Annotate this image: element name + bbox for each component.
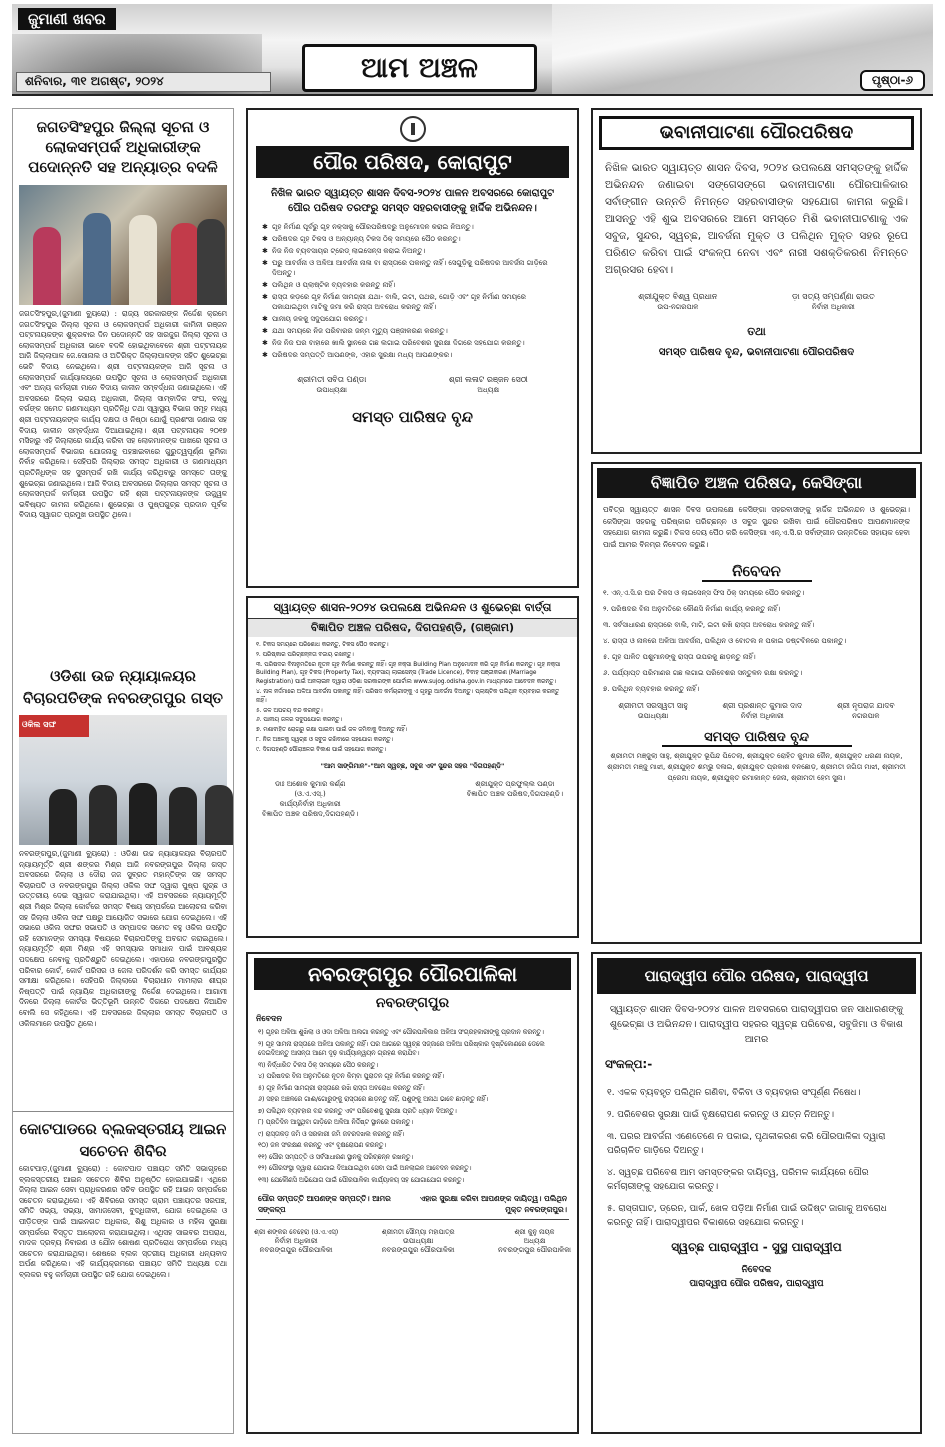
- paradip-nivedaka: ନିବେଦକ: [741, 1265, 772, 1275]
- signatory: [722, 700, 802, 722]
- signatory: [449, 374, 528, 396]
- signatory-name: ଶ୍ରୀମତୀ ସରସ୍ୱତୀ ସାହୁ: [618, 701, 688, 710]
- signatory-org: ନବରଙ୍ଗପୁର ପୌରପାଳିକା: [381, 1246, 455, 1254]
- signatory-role: ନିର୍ବାହୀ ଅଧିକାରୀ: [740, 712, 784, 720]
- bhawanipatna-title: ଭବାନୀପାଟଣା ପୌରପରିଷଦ: [599, 116, 914, 150]
- list-item: ୬. ପାନୀୟ ଜଳର ସଦୁପଯୋଗ କରନ୍ତୁ।: [256, 717, 343, 724]
- list-item: ✱ ଘରୁ ଆବର୍ଜନା ଓ ଅଳିଆ ଆବର୍ଜନା ନାଳା ବା ରାସ୍ତାରେ ପକାନ୍ତୁ ନାହିଁ। ସେଗୁଡ଼ିକୁ ପରିଷଦର ଆବର୍ଜନା ଗାଡ଼ିରେ ଦିଅନ୍ତୁ।: [262, 258, 563, 278]
- list-item: ୧. ଟିକସ ସମୟରେ ପରିଶୋଧ କରନ୍ତୁ, ଟିକସ ପୈଠ କରନ୍ତୁ।: [256, 642, 389, 648]
- signatory-role: ଉପାଧ୍ୟକ୍ଷା: [316, 386, 347, 394]
- photo-person: [169, 787, 197, 845]
- paradip-sankalpa: ସଂକଳ୍ପ:-: [605, 1057, 653, 1071]
- koraput-title: ପୌର ପରିଷଦ, କୋରାପୁଟ: [256, 146, 569, 178]
- koraput-notice-list: [248, 222, 577, 360]
- signatory-name: ଶ୍ରୀମତୀ ସବିତା ପଣ୍ଡା: [297, 375, 367, 384]
- list-item: ୧୧) ପୌର ସମ୍ପତ୍ତି ଓ ସର୍ବସାଧାରଣ ସ୍ଥାନକୁ ପରିଚ୍ଛନ୍ନ ରଖନ୍ତୁ।: [258, 1153, 414, 1161]
- list-item: ୧୩) ଯେକୌଣସି ଅଭିଯୋଗ ପାଇଁ ପୌରପାଳିକା କାର୍ଯ୍ୟାଳୟ ସହ ଯୋଗାଯୋଗ କରନ୍ତୁ।: [258, 1176, 465, 1184]
- story1-photo: [19, 185, 227, 305]
- signatory-role: ଉପାଧ୍ୟକ୍ଷା: [402, 1237, 434, 1245]
- nabarangpur-title: ନବରଙ୍ଗପୁର ପୌରପାଳିକା: [254, 958, 571, 990]
- list-item: ୨. ପରିବେଶର ସୁରକ୍ଷା ପାଇଁ ବୃକ୍ଷରୋପଣ କରନ୍ତୁ ଓ ଯତ୍ନ ନିଅନ୍ତୁ।: [607, 1110, 834, 1120]
- list-item: ୧. ଏନ୍.ଏ.ସି.ର ଘର ଟିକସ ଓ ଲାଇସେନ୍ସ ଫିସ ଠିକ୍ ସମୟରେ ପୈଠ କରନ୍ତୁ।: [603, 589, 805, 597]
- nabarangpur-signatories: [248, 1224, 577, 1259]
- signatory-name: ଶ୍ରୀଯୁକ୍ତ ବିଶ୍ୱ ପ୍ରଧାନ: [638, 292, 718, 301]
- list-item: ୭. ମଶାବାହିତ ରୋଗରୁ ରକ୍ଷା ପାଇବା ପାଇଁ ଜଳ ଜମିବାକୁ ଦିଅନ୍ତୁ ନାହିଁ।: [256, 727, 408, 734]
- photo-person: [197, 219, 225, 305]
- signatory-name: ଡାଃ ଅଶୋକ କୁମାର କର୍ଣ୍ଣ: [274, 779, 346, 788]
- photo-person: [89, 785, 117, 845]
- bhawanipatna-signatories: [593, 291, 920, 313]
- story2-headline: ଓଡିଶା ଉଚ୍ଚ ନ୍ୟାୟାଳୟର ବିଚାରପତିଙ୍କ ନବରଙ୍ଗପୁର ଗସ୍ତ: [23, 667, 223, 707]
- signatory-role: ଅଧ୍ୟକ୍ଷ: [477, 386, 500, 394]
- signatory-role: ଅଧ୍ୟକ୍ଷ: [523, 1237, 546, 1245]
- section-title: ଆମ ଅଞ୍ଚଳ: [302, 44, 537, 92]
- masthead: [12, 4, 933, 96]
- signatory-name: ଶ୍ରୀ ଶଙ୍କର ବେହେରା (ଓ.ଏ.ଏସ୍): [254, 1228, 339, 1236]
- list-item: ୩. ପରିଷଦର ବିନାନୁମତିରେ ନୂତନ ଗୃହ ନିର୍ମାଣ କରନ୍ତୁ ନାହିଁ। ଗୃହ ନକ୍ସା Building Plan ଅନୁମୋଦନ କରି ଗୃହ ନିର୍ମାଣ କରନ୍ତୁ। ଗୃହ ନକ୍ସା Building Plan), ଗୃହ ଟିକସ (Property Tax), ବ୍ୟବସାୟ ଲାଇସେନ୍ସ (Trade Licence), ବିବାହ ପଞ୍ଜୀକରଣ (Marriage Registration) ପାଇଁ ଅନଲାଇନ ଦ୍ୱାରା ଓଡ଼ିଶା ସରକାରଙ୍କ ପୋର୍ଟାଲ www.sujog.odisha.gov.in ମାଧ୍ୟମରେ ଆବେଦନ କରନ୍ତୁ।: [256, 661, 561, 686]
- signatory: [498, 1228, 571, 1255]
- newspaper-name: ଜୁମାଣୀ ଖବର: [18, 8, 116, 30]
- bhawanipatna-tatha: ତଥା: [747, 325, 766, 338]
- story1-headline: ଜଗତସିଂହପୁର ଜିଲ୍ଲା ସୂଚନା ଓ ଲୋକସମ୍ପର୍କ ଅଧିକାରୀଙ୍କ ପଦୋନ୍ନତି ସହ ଅନ୍ୟାତ୍ର ବଦଳି: [28, 118, 218, 176]
- kesinga-council-heading: ସମସ୍ତ ପାରିଷଦ ବୃନ୍ଦ: [662, 730, 852, 747]
- list-item: ✱ ପରିଷଦର ସମ୍ପତ୍ତି ଆପଣଙ୍କ, ଏହାର ସୁରକ୍ଷା ମଧ୍ୟ ଆପଣଙ୍କର।: [262, 350, 563, 360]
- story2-photo: [19, 715, 227, 845]
- signatory-org: ନବରଙ୍ଗପୁର ପୌରପାଳିକା: [259, 1246, 333, 1254]
- photo-person: [83, 213, 111, 305]
- list-item: ୭) ପଲିଥିନ ବ୍ୟବହାର ବନ୍ଦ କରନ୍ତୁ ଏବଂ ପରିବେଶକୁ ସୁରକ୍ଷା ପ୍ରତି ଧ୍ୟାନ ଦିଅନ୍ତୁ।: [258, 1107, 457, 1115]
- kesinga-nivedana: ନିବେଦନ: [702, 562, 812, 582]
- signatory-name: ଶ୍ରୀ ପ୍ରଶାନ୍ତ କୁମାର ଦାଦ: [722, 701, 803, 710]
- paradip-intro: ସ୍ୱାୟତ୍ତ ଶାସନ ଦିବସ-୨୦୨୪ ପାଳନ ଅବସରରେ ପାରାଦ୍ୱୀପର ଜନ ସାଧାରଣଙ୍କୁ ଶୁଭେଚ୍ଛା ଓ ଅଭିନନ୍ଦନ। ପାରାଦ୍ୱୀପ ସହରର ସ୍ୱଚ୍ଛ ପରିବେଶ, ସବୁଜିମା ଓ ବିକାଶ ଆମର: [609, 1004, 904, 1045]
- list-item: ✱ ନିଜ ନିଜ ଘର ବାହାରେ ଖାଲି ସ୍ଥାନରେ ଗଛ ଲଗାଇ ପରିବେଶର ସୁରକ୍ଷା ଦିଗରେ ସହଯୋଗ କରନ୍ତୁ।: [262, 338, 563, 348]
- kesinga-signatories: [593, 700, 920, 722]
- list-item: ୬. ପର୍ଯ୍ୟାପ୍ତ ପରିମାଣର ଗଛ ଲଗାଇ ପରିବେଶର ସନ୍ତୁଳନ ରକ୍ଷା କରନ୍ତୁ।: [603, 669, 803, 677]
- signatory: [792, 291, 875, 313]
- list-item: ୫) ଗୃହ ନିର୍ମାଣ ସାମଗ୍ରୀ ରାସ୍ତାରେ ରଖି ରାସ୍ତା ଅବରୋଧ କରନ୍ତୁ ନାହିଁ।: [258, 1084, 425, 1092]
- koraput-footer: ସମସ୍ତ ପାରିଷଦ ବୃନ୍ଦ: [352, 408, 473, 426]
- signatory: [638, 291, 717, 313]
- nabarangpur-slogans: [248, 1187, 577, 1215]
- signatory: [837, 700, 895, 722]
- digapahandi-advert: [246, 596, 579, 938]
- list-item: ୭. ପଲିଥିନ ବ୍ୟବହାର କରନ୍ତୁ ନାହିଁ।: [603, 685, 700, 693]
- municipal-logo-icon: [400, 116, 426, 142]
- list-item: ୩. ଘରର ଆବର୍ଜନା ଏଣେତେଣେ ନ ପକାଇ, ପୃଥକୀକରଣ କରି ପୌରପାଳିକା ଦ୍ୱାରା ପରିଚାଳିତ ଗାଡ଼ିରେ ଦିଅନ୍ତୁ।: [607, 1132, 886, 1156]
- signatory-name: ଶ୍ରୀ କୁନୁ ନାୟକ: [514, 1228, 555, 1236]
- list-item: ✱ ରାସ୍ତା କଡ଼ରେ ଗୃହ ନିର୍ମାଣ ସାମଗ୍ରୀ ଯଥା- ବାଲି, ଇଟା, ପଥର, ଗୋଡ଼ି ଏବଂ ଗୃହ ନିର୍ମାଣ ସମୟରେ ପକାଯାଇଥିବା ମାଟିକୁ ଜମା କରି ରାସ୍ତା ଅବରୋଧ କରନ୍ତୁ ନାହିଁ।: [262, 292, 563, 312]
- signatory-qualification: (ଓ.ଏ.ଏସ୍.): [294, 789, 326, 798]
- list-item: ୧. ଏକକ ବ୍ୟବହୃତ ପଲିଥିନ ଗଣିବା, ବିକିବା ଓ ବ୍ୟବହାର ସଂପୂର୍ଣ୍ଣ ନିଷେଧ।: [607, 1088, 861, 1098]
- list-item: ୯. ଦିଗପହଣ୍ଡି ପୌରାଞ୍ଚଳର ବିକାଶ ପାଇଁ ସହଯୋଗ କରନ୍ତୁ।: [256, 746, 386, 753]
- photo-person: [33, 227, 61, 305]
- list-item: ୨. ପରିଷଦର ବିନା ଅନୁମତିରେ କୌଣସି ନିର୍ମାଣ କାର୍ଯ୍ୟ କରନ୍ତୁ ନାହିଁ।: [603, 605, 781, 613]
- nabarangpur-subtitle: ନବରଙ୍ଗପୁର: [375, 995, 450, 1011]
- digapahandi-notice-list: [248, 637, 577, 759]
- issue-date: ଶନିବାର, ୩୧ ଅଗଷ୍ଟ, ୨୦୨୪: [16, 72, 271, 92]
- nabarangpur-nivedana: ନିବେଦନ: [256, 1014, 282, 1023]
- signatory: [262, 779, 358, 819]
- signatory-org: ବିଜ୍ଞାପିତ ଅଞ୍ଚଳ ପରିଷଦ,ଦିଗପହଣ୍ଡି।: [466, 789, 563, 798]
- signatory: [297, 374, 366, 396]
- signatory-name: ଶ୍ରୀ ନୃପରାଜ ଯାଦବ: [836, 701, 895, 710]
- list-item: ✱ ଯଥା ସମୟରେ ନିଜ ପରିବାରର ଜନ୍ମ ମୃତ୍ୟୁ ପଞ୍ଜୀକରଣ କରନ୍ତୁ।: [262, 326, 563, 336]
- list-item: ୬) ସହର ଅଞ୍ଚଳରେ ଗାଈ/ଗୋରୁଙ୍କୁ ରାସ୍ତାରେ ଛାଡ଼ନ୍ତୁ ନାହିଁ, ପଶୁଙ୍କୁ ଅନାଥ ଭାବେ ଛାଡ଼ନ୍ତୁ ନାହିଁ।: [258, 1096, 489, 1103]
- kesinga-title: ବିଜ୍ଞାପିତ ଅଞ୍ଚଳ ପରିଷଦ, କେସିଙ୍ଗା: [597, 468, 916, 498]
- photo-person: [129, 783, 157, 845]
- paradip-title: ପାରାଦ୍ୱୀପ ପୌର ପରିଷଦ, ପାରାଦ୍ୱୀପ: [597, 958, 916, 994]
- list-item: ୮) ପ୍ରତିଦିନ ଆସୁଥିବା ଗାଡ଼ିରେ ଅଳିଆ ନିର୍ଦ୍ଦିଷ୍ଟ ସ୍ଥାନରେ ପକାନ୍ତୁ।: [258, 1119, 414, 1126]
- signatory-role: ନଗରପାଳ: [852, 712, 880, 720]
- list-item: ୫. ଗୃହ ପାଳିତ ପଶୁମାନଙ୍କୁ ରାସ୍ତା ଉପରକୁ ଛାଡ଼ନ୍ତୁ ନାହିଁ।: [603, 653, 756, 661]
- paradip-footer: ପାରାଦ୍ୱୀପ ପୌର ପରିଷଦ, ପାରାଦ୍ୱୀପ: [689, 1279, 824, 1289]
- story2-body: ନବରଙ୍ଗପୁର,(ଜୁମାଣୀ ବ୍ୟୁରୋ) : ଓଡିଶା ଉଚ୍ଚ ନ୍ୟାୟାଳୟର ବିଚାରପତି ନ୍ୟାୟମୂର୍ତ୍ତି ଶ୍ରୀ ଶଙ୍କର ମିଶ୍ର ଆଜି ନବରଙ୍ଗପୁର ଜିଲ୍ଲା ଗସ୍ତ ଅବସରରେ ଜିଲ୍ଲା ଓ ଦୌରା ଜଜ ସୁବ୍ରତ ମହାନ୍ତିଙ୍କ ସହ ସମସ୍ତ ବିଚାରପତି ଓ ନବରଙ୍ଗପୁର ଜିଲ୍ଲା ଓକିଲ ସଙ୍ଘ ଦ୍ୱାରା ପୁଷ୍ପ ଗୁଚ୍ଛ ଓ ଉତ୍ତରୀୟ ଦେଇ ସ୍ୱାଗତ କରାଯାଇଥିଲା। ଏହି ଅବସରରେ ନ୍ୟାୟମୂର୍ତ୍ତି ଶ୍ରୀ ମିଶ୍ର ଜିଲ୍ଲା କୋର୍ଟରେ ସମସ୍ତ ବିଷୟ ସମ୍ପର୍କରେ ଆଲୋଚନା କରିବା ସହ ଜିଲ୍ଲା ଓକିଲ ସଙ୍ଘ ପକ୍ଷରୁ ଆୟୋଜିତ ସଭାରେ ଯୋଗ ଦେଇଥିଲେ। ଏହି ସଭାରେ ଓକିଲ ସଙ୍ଘର ସଭାପତି ଓ ସମ୍ପାଦକ ସମେତ ବହୁ ଓକିଲ ଉପସ୍ଥିତ ରହି ସେମାନଙ୍କ ସମସ୍ୟା ବିଷୟରେ ବିଚାରପତିଙ୍କୁ ଅବଗତ କରାଇଥିଲେ। ନ୍ୟାୟମୂର୍ତ୍ତି ଶ୍ରୀ ମିଶ୍ର ଏହି ସମସ୍ୟାର ସମାଧାନ ପାଇଁ ଆବଶ୍ୟକ ପଦକ୍ଷେପ ନେବାକୁ ପ୍ରତିଶ୍ରୁତି ଦେଇଥିଲେ। ଏହାପରେ ନବରଙ୍ଗପୁରସ୍ଥିତ ପରିବାର କୋର୍ଟ, କୋର୍ଟ ପରିସର ଓ ଜେଲ ପରିଦର୍ଶନ କରି ସମସ୍ତ କାର୍ଯ୍ୟର ସମୀକ୍ଷା କରିଥିଲେ। ସେହିପରି ଜିଲ୍ଲାରେ ବିଚାରାଧୀନ ମାମଲାର ଶୀଘ୍ର ନିଷ୍ପତ୍ତି ପାଇଁ ନ୍ୟାୟିକ ଅଧିକାରୀଙ୍କୁ ନିର୍ଦ୍ଦେଶ ଦେଇଥିଲେ। ଆଗାମୀ ଦିନରେ ଜିଲ୍ଲା କୋର୍ଟର ଭିତ୍ତିଭୂମି ଉନ୍ନତି ଦିଗରେ ପଦକ୍ଷେପ ନିଆଯିବ ବୋଲି ସେ କହିଥିଲେ। ଏହି ଅବସରରେ ଜିଲ୍ଲାର ସମସ୍ତ ବିଚାରପତି ଓ ଓକିଲମାନେ ଉପସ୍ଥିତ ଥିଲେ।: [19, 849, 227, 1028]
- photo-person: [171, 223, 199, 305]
- list-item: ✱ ପଲିଥିନ ଓ ପ୍ଲାଷ୍ଟିକ ବ୍ୟବହାର କରନ୍ତୁ ନାହିଁ।: [262, 280, 563, 290]
- list-item: ୧୦) ଜଳ ସଂରକ୍ଷଣ କରନ୍ତୁ ଏବଂ ବୃକ୍ଷରୋପଣ କରନ୍ତୁ।: [258, 1142, 387, 1149]
- signatory-org: ବିଜ୍ଞାପିତ ଅଞ୍ଚଳ ପରିଷଦ,ଦିଗପହଣ୍ଡି।: [262, 809, 359, 818]
- koraput-signatories: [248, 374, 577, 396]
- divider: [256, 1219, 569, 1220]
- story3-body: କୋଟପାଡ଼,(ଜୁମାଣୀ ବ୍ୟୁରୋ) : କୋଟପାଡ ପଞ୍ଚାୟତ ସମିତି ସଭାଗୃହରେ ବ୍ଲକସ୍ତରୀୟ ଆଇନ ସଚେତନ ଶିବିର ଅନୁଷ୍ଠିତ ହୋଇଯାଇଛି। ଏଥିରେ ଜିଲ୍ଲା ଆଇନ ସେବା ପ୍ରାଧିକରଣର ସଚିବ ଉପସ୍ଥିତ ରହି ଆଇନ ସମ୍ପର୍କରେ ସଚେତନ କରାଇଥିଲେ। ଏହି ଶିବିରରେ ସମସ୍ତ ଗ୍ରାମ ପଞ୍ଚାୟତର ସରପଞ୍ଚ, ସମିତି ସଭ୍ୟ, ସଭ୍ୟା, ସାମାଜସେବୀ, ବୁଦ୍ଧିଜୀବୀ, ଯୋଗ ଦେଇଥିଲେ ଓ ପୀଡ଼ିତଙ୍କ ପାଇଁ ଆଇନଗତ ଅଧିକାର, ଶିଶୁ ଅଧିକାର ଓ ମହିଳା ସୁରକ୍ଷା ସମ୍ପର୍କରେ ବିସ୍ତୃତ ଆଲୋଚନା କରାଯାଇଥିଲା। ଏଥିସହ ସାଇବର ଅପରାଧ, ମାଦକ ଦ୍ରବ୍ୟ ନିବାରଣ ଓ ଯୌନ ଶୋଷଣ ପ୍ରତିରୋଧ ସମ୍ପର୍କରେ ମଧ୍ୟ ସଚେତନ କରାଯାଇଥିଲା। ଶେଷରେ ବ୍ଲକ ସ୍ତରୀୟ ଅଧିକାରୀ ଧନ୍ୟବାଦ ଅର୍ପଣ କରିଥିଲେ। ଏହି କାର୍ଯ୍ୟକ୍ରମରେ ପଞ୍ଚାୟତ ସମିତି ଅଧ୍ୟକ୍ଷ ତଥା ବ୍ଲକର ବହୁ କର୍ମଚାରୀ ଉପସ୍ଥିତ ରହି ଯୋଗ ଦେଇଥିଲେ।: [19, 1164, 227, 1279]
- paradip-advert: [591, 952, 922, 1434]
- paradip-slogan: ସ୍ୱଚ୍ଛ ପାରାଦ୍ୱୀପ - ସୁସ୍ଥ ପାରାଦ୍ୱୀପ: [671, 1240, 842, 1254]
- list-item: ✱ ନିଜ ନିଜ ବ୍ୟବସାୟର ଟ୍ରେଡ୍ ଲାଇସେନ୍ସ କରାଇ ନିଅନ୍ତୁ।: [262, 246, 563, 256]
- photo-person: [49, 789, 77, 845]
- photo-person: [129, 215, 157, 305]
- list-item: ✱ ପାନୀୟ ଜଳକୁ ସଦୁପଯୋଗ କରନ୍ତୁ।: [262, 314, 563, 324]
- slogan-left: ପୌର ସମ୍ପତ୍ତି ଆପଣଙ୍କ ସମ୍ପତ୍ତି। ଆମର ସଙ୍କଳ୍ପ: [258, 1194, 391, 1214]
- photo-banner: ଓକିଲ ସଙ୍ଘ: [19, 715, 89, 737]
- list-item: ୪. ରାସ୍ତା ଓ ନାଳରେ ଅଳିଆ ଆବର୍ଜନା, ପଲିଥିନ ଓ ବୋତଲ ନ ପକାଇ ଡଷ୍ଟବିନରେ ପକାନ୍ତୁ।: [603, 637, 847, 645]
- story3-headline: କୋଟପାଡରେ ବ୍ଲକସ୍ତରୀୟ ଆଇନ ସଚେତନ ଶିବିର: [13, 1111, 233, 1164]
- list-item: ୩. ସର୍ବସାଧାରଣ ରାସ୍ତାରେ ବାଲି, ମାଟି, ଇଟା ରଖି ରାସ୍ତା ଅବରୋଧ କରନ୍ତୁ ନାହିଁ।: [603, 621, 815, 629]
- digapahandi-title: ସ୍ୱାୟତ୍ତ ଶାସନ-୨୦୨୪ ଉପଲକ୍ଷେ ଅଭିନନ୍ଦନ ଓ ଶୁଭେଚ୍ଛା ବାର୍ତ୍ତା: [248, 598, 577, 619]
- list-item: ୧) ଗୃହର ଅଳିଆ ଶୁଖିଲା ଓ ଓଦା ଅଳିଆ ଅଲଗା କରନ୍ତୁ ଏବଂ ପୌରପାଳିକାର ଅଳିଆ ସଂଗ୍ରହକାରୀଙ୍କୁ ପ୍ରଦାନ କରନ୍ତୁ।: [258, 1029, 544, 1036]
- list-item: ୫. ରାସ୍ତାଘାଟ, ଡ୍ରେନ, ପାର୍କ, ଖେଳ ପଡ଼ିଆ ନିର୍ମାଣ ପାଇଁ ଉଦ୍ଦିଷ୍ଟ ଜାଗାକୁ ଅବରୋଧ କରନ୍ତୁ ନାହିଁ। ପାରାଦ୍ୱୀପର ବିକାଶରେ ସହଯୋଗ କରନ୍ତୁ।: [607, 1204, 887, 1228]
- bhawanipatna-footer: ସମସ୍ତ ପାରିଷଦ ବୃନ୍ଦ, ଭବାନୀପାଟଣା ପୌରପରିଷଦ: [658, 347, 855, 358]
- paradip-pledge-list: [593, 1086, 920, 1230]
- list-item: ୮. ନିଜ ଅଞ୍ଚଳକୁ ସ୍ୱଚ୍ଛ ଓ ସବୁଜ ରଖିବାରେ ସହଯୋଗ କରନ୍ତୁ।: [256, 736, 394, 743]
- slogan-right: ଏହାର ସୁରକ୍ଷା କରିବା ଆପଣଙ୍କ ଦାୟିତ୍ୱ। ପଲିଥିନ ମୁକ୍ତ ନବରଙ୍ଗପୁର।: [419, 1194, 567, 1214]
- digapahandi-slogan: "ଆମ ସାଙ୍ଗିମାନ"-"ଆମ ସ୍ୱଚ୍ଛ, ସବୁଜ ଏବଂ ସୁନ୍ଦର ସହର "ଦିଗପହଣ୍ଡି": [320, 761, 505, 770]
- kesinga-notice-list: [593, 588, 920, 694]
- kesinga-council-members: ଶ୍ରୀମତୀ ମଞ୍ଜୁଲା ସାହୁ, ଶ୍ରୀଯୁକ୍ତ ଭୂପିନ୍ଦ ପିତେଲା, ଶ୍ରୀଯୁକ୍ତ ରୋହିତ କୁମାର ଜୈନ, ଶ୍ରୀଯୁକ୍ତ ଧରଣୀ ନାୟକ, ଶ୍ରୀମତୀ ମଞ୍ଜୁ ମାଝୀ, ଶ୍ରୀଯୁକ୍ତ ଶମ୍ଭୁ ଦଳାଇ, ଶ୍ରୀଯୁକ୍ତ ପ୍ରକାଶ ବନଛୋଡ଼, ଶ୍ରୀମତୀ ଜଗିତା ମାଝୀ, ଶ୍ରୀମତୀ ପ୍ରେମା ନାୟକ, ଶ୍ରୀଯୁକ୍ତ ରମାକାନ୍ତ ଜେନା, ଶ୍ରୀମତୀ ହେମ ସୁନା।: [607, 752, 906, 782]
- signatory-name: ଶ୍ରୀଯୁକ୍ତ ପ୍ରଫୁଲ୍ଲ ପଣ୍ଡା: [475, 779, 555, 788]
- kesinga-advert: [591, 462, 922, 944]
- signatory-role: ଉପ-ନଗରପାଳ: [657, 303, 699, 311]
- signatory-role: କାର୍ଯ୍ୟନିର୍ବାହୀ ଅଧିକାରୀ: [279, 799, 341, 808]
- left-news-column: [12, 108, 234, 1434]
- signatory: [254, 1228, 338, 1255]
- list-item: ✱ ଗୃହ ନିର୍ମାଣ ପୂର୍ବରୁ ଗୃହ ନକ୍ସାକୁ ପୌରପରିଷଦରୁ ଅନୁମୋଦନ କରାଇ ନିଅନ୍ତୁ।: [262, 222, 563, 232]
- bhawanipatna-body: ନିଖିଳ ଭାରତ ସ୍ୱାୟତ୍ତ ଶାସନ ଦିବସ, ୨୦୨୪ ଉପଲକ୍ଷେ ସମସ୍ତଙ୍କୁ ହାର୍ଦ୍ଦିକ ଅଭିନନ୍ଦନ ଜଣାଇବା ସଙ୍ଗେସଙ୍ଗେ ଭବାନୀପାଟଣା ପୌରପାଳିକାର ସର୍ବାଙ୍ଗୀନ ଉନ୍ନତି ନିମନ୍ତେ ସହରବାସୀଙ୍କ ସହଯୋଗ କାମନା କରୁଛି। ଆସନ୍ତୁ ଏହି ଶୁଭ ଅବସରରେ ଆମେ ସମସ୍ତେ ମିଶି ଭବାନୀପାଟଣାକୁ ଏକ ସବୁଜ, ସୁନ୍ଦର, ସ୍ୱଚ୍ଛ, ଆବର୍ଜନା ମୁକ୍ତ ଓ ପଲିଥିନ ମୁକ୍ତ ସହର ରୂପେ ପରିଣତ କରିବା ପାଇଁ ସଂକଳ୍ପ ନେବା ଏବଂ ନାରୀ ସଶକ୍ତିକରଣ ନିମନ୍ତେ ଅଗ୍ରସର ହେବା।: [605, 162, 908, 276]
- signatory: [382, 1228, 455, 1255]
- list-item: ୪. ସ୍ୱଚ୍ଛ ପରିବେଶ ଆମ ସମସ୍ତଙ୍କର ଦାୟିତ୍ୱ, ପରିମଳ କାର୍ଯ୍ୟରେ ପୌର କର୍ମଚାରୀଙ୍କୁ ସହଯୋଗ କରନ୍ତୁ।: [607, 1168, 869, 1192]
- list-item: ୩) ନିର୍ଦ୍ଧାରିତ ଟିକସ ଠିକ୍ ସମୟରେ ପୈଠ କରନ୍ତୁ।: [258, 1061, 379, 1069]
- nabarangpur-notice-list: [248, 1028, 577, 1185]
- signatory: [467, 779, 563, 819]
- list-item: ୨. ପରିଷ୍କାର ପରିଚ୍ଛନ୍ନତା ବଜାୟ ରଖନ୍ତୁ।: [256, 651, 354, 658]
- signatory-role: ଉପାଧ୍ୟକ୍ଷା: [637, 712, 669, 720]
- list-item: ✱ ପରିଷଦର ଗୃହ ଟିକସ ଓ ଅନ୍ୟାନ୍ୟ ଟିକସ ଠିକ୍ ସମୟରେ ପୈଠ କରନ୍ତୁ।: [262, 234, 563, 244]
- kesinga-intro: ପବିତ୍ର ସ୍ୱାୟତ୍ତ ଶାସନ ଦିବସ ଉପଲକ୍ଷେ କେସିଙ୍ଗା ସହରବାସୀଙ୍କୁ ହାର୍ଦ୍ଦିକ ଅଭିନନ୍ଦନ ଓ ଶୁଭେଚ୍ଛା। କେସିଙ୍ଗା ସହରକୁ ପରିଷ୍କାର ପରିଚ୍ଛନ୍ନ ଓ ସବୁଜ ସୁନ୍ଦର ରଖିବା ପାଇଁ ପୌରପରିଷଦ ଆପଣମାନଙ୍କ ସହଯୋଗ କାମନା କରୁଛି। ଟିକସ ଦେୟ ପୈଠ କରି କେସିଙ୍ଗା ଏନ୍.ଏ.ସି.ର ସର୍ବାଙ୍ଗୀନ ଉନ୍ନତିରେ ସହାୟକ ହେବା ପାଇଁ ଆମର ବିନମ୍ର ନିବେଦନ କରୁଛି।: [603, 505, 910, 549]
- story1-body: ଜଗତସିଂହପୁର,(ଜୁମାଣୀ ବ୍ୟୁରୋ) : ରାଜ୍ୟ ସରକାରଙ୍କ ନିର୍ଦ୍ଦେଶ କ୍ରମେ ଜଗତସିଂହପୁର ଜିଲ୍ଲା ସୂଚନା ଓ ଲୋକସମ୍ପର୍କ ଅଧିକାରୀ କାମିନୀ ରଞ୍ଜନ ପଟ୍ଟନାୟକଙ୍କ ଶୁକ୍ରବାର ଦିନ ପଦୋନ୍ନତି ସହ ସାରଜୁଗ ଜିଲ୍ଲା ସୂଚନା ଓ ଲୋକସମ୍ପର୍କ ଅଧିକାରୀ ଭାବେ ବଦଳି ହୋଇଥିବାବେଳେ ଶ୍ରୀ ପଟ୍ଟନାୟକ ଆଜି ଜିଲ୍ଲାପାଳ ଜେ.ସୋନାଲ ଓ ଅତିରିକ୍ତ ଜିଲ୍ଲାପାଳଙ୍କ ସହିତ ଶୁଭେଚ୍ଛା ଭେଟି ବିଦାୟ ନେଇଥିଲେ। ଶ୍ରୀ ପଟ୍ଟନାୟକଙ୍କ ଆଜି ସୂଚନା ଓ ଲୋକସମ୍ପର୍କ କାର୍ଯ୍ୟାଳୟରେ ଉପସ୍ଥିତ ସୂଚନା ଓ ଲୋକସମ୍ପର୍କ ଅଧିକାରୀ ଏବଂ ଅନ୍ୟ କର୍ମଚାରୀ ମାନେ ବିଦାୟ କାଳୀନ ସମ୍ବର୍ଦ୍ଧନା ଜଣାଇଥିଲେ। ଏହି ଅବସରରେ ଜିଲ୍ଲା ଭରାୟ ଅଧିକାରୀ, ଜିଲ୍ଲା ସାମ୍ବାଦିକ ସଂଘ, ବନ୍ଧୁ ବର୍ଗଙ୍କ ସମେତ ଗଣମାଧ୍ୟମ ପ୍ରତିନିଧି ତଥା ସ୍ୱାସ୍ଥ୍ୟ ବିଭାଗ ସମୂହ ମଧ୍ୟ ଶ୍ରୀ ପଟ୍ଟନାୟକଙ୍କ କାର୍ଯ୍ୟ ଦକ୍ଷତା ଓ ନିଷ୍ଠା ଯୋଗୁଁ ପ୍ରଶଂସା ଜଣାଇ ସହ ବିଦାୟ କାଳୀନ ସମ୍ବର୍ଦ୍ଧନା ଦିଆଯାଇଥିଲା। ଶ୍ରୀ ପଟ୍ଟନାୟକ ୨୦୧୭ ମସିହାରୁ ଏହି ଜିଲ୍ଲାରେ କାର୍ଯ୍ୟ କରିବା ସହ ଲୋକମାନଙ୍କ ପାଖରେ ସୂଚନା ଓ ଲୋକସମ୍ପର୍କ ବିଭାଗର ଯୋଜନାକୁ ପହଞ୍ଚାଇବାରେ ଗୁରୁତ୍ୱପୂର୍ଣ୍ଣ ଭୂମିକା ନିର୍ବାହ କରିଥିଲେ। ସେହିପରି ଜିଲ୍ଲାର ସମସ୍ତ ଅଧିକାରୀ ଓ ଗଣମାଧ୍ୟମ ପ୍ରତିନିଧିଙ୍କ ସହ ସୁସମ୍ପର୍କ ରଖି କାର୍ଯ୍ୟ କରିଥିବାରୁ ସମସ୍ତେ ତାଙ୍କୁ ଶୁଭେଚ୍ଛା ଜଣାଇଥିଲେ। ଆଜି ବିଦାୟ ଅବସରରେ ଜିଲ୍ଲାର ସମସ୍ତ ସୂଚନା ଓ ଲୋକସମ୍ପର୍କ କର୍ମଚାରୀ ଉପସ୍ଥିତ ରହି ଶ୍ରୀ ପଟ୍ଟନାୟକଙ୍କ ଉଜ୍ଜ୍ୱଳ ଭବିଷ୍ୟତ କାମନା କରିଥିଲେ। ଶୁଭେଚ୍ଛା ଓ ପୁଷ୍ପଗୁଚ୍ଛ ପ୍ରଦାନ ପୂର୍ବକ ବିଦାୟ ସ୍ୱାଗତ ପ୍ରମୁଖ ଉପସ୍ଥିତ ଥିଲେ।: [19, 309, 227, 520]
- list-item: ୯) ରାସ୍ତାକଡ଼ ଜମି ଓ ସରକାରୀ ଜମି ଜବରଦଖଲ କରନ୍ତୁ ନାହିଁ।: [258, 1130, 405, 1138]
- koraput-intro: ନିଖିଳ ଭାରତ ସ୍ୱାୟତ୍ତ ଶାସନ ଦିବସ-୨୦୨୪ ପାଳନ ଅବସରରେ କୋରାପୁଟ ପୌର ପରିଷଦ ତରଫରୁ ସମସ୍ତ ସହରବାସୀଙ୍କୁ ହାର୍ଦ୍ଦିକ ଅଭିନନ୍ଦନ।: [270, 188, 555, 214]
- list-item: ୫. ଜଳ ଅପଚୟ ବନ୍ଦ କରନ୍ତୁ।: [256, 707, 323, 714]
- list-item: ୨) ଗୃହ ସାମନା ରାସ୍ତାରେ ଅଳିଆ ପକାନ୍ତୁ ନାହିଁ। ଘର ଆଗରେ ସ୍ୱଚ୍ଛ ସଜ୍ଜାରେ ଅଳିଆ ପରିଷ୍କାର ଦୃଷ୍ଟିକୋଣରେ ଡେଲେ ଦେଇଦିଅନ୍ତୁ ଆସନ୍ତା ଆମେ ଦୃଢ଼ କାର୍ଯ୍ୟାନ୍ୱୟନ ଗ୍ରହଣ କରାଯିବ।: [258, 1040, 545, 1057]
- list-item: ୪) ପରିଷଦର ବିନା ଅନୁମତିରେ ନୂତନ କିମ୍ବା ପୁରାତନ ଗୃହ ନିର୍ମାଣ କରନ୍ତୁ ନାହିଁ।: [258, 1073, 444, 1080]
- signatory-name: ଡ଼ା ସତ୍ୟ ସମ୍ପର୍ଣ୍ଣା ରାଉତ: [791, 292, 875, 301]
- signatory-org: ନବରଙ୍ଗପୁର ପୌରପାଳିକା: [498, 1246, 571, 1254]
- nabarangpur-advert: [246, 952, 579, 1434]
- signatory-name: ଶ୍ରୀମତୀ ସୌମ୍ୟା ମହାପାତ୍ର: [381, 1228, 455, 1236]
- digapahandi-subtitle: ବିଜ୍ଞାପିତ ଅଞ୍ଚଳ ପରିଷଦ, ଦିଗପହଣ୍ଡି, (ଗଞ୍ଜାମ): [248, 619, 577, 637]
- bhawanipatna-advert: [591, 108, 922, 454]
- signatory-role: ନିର୍ବାହୀ ଅଧିକାରୀ: [811, 303, 855, 311]
- signatory: [618, 700, 687, 722]
- list-item: ୪. ନାଳ ନର୍ଦ୍ଦମାରେ ଅଳିଆ ଆବର୍ଜନା ପକାନ୍ତୁ ନାହିଁ। ପରିଷଦ କର୍ମଚାରୀଙ୍କୁ ଏ ଗୃହରୁ ଆବର୍ଜନା ଦିଅନ୍ତୁ। ପ୍ଲାଷ୍ଟିକ ପଲିଥିନ ବ୍ୟବହାର କରନ୍ତୁ ନାହିଁ।: [256, 688, 560, 704]
- page-number: ପୃଷ୍ଠା-୬: [860, 70, 925, 91]
- list-item: ୧୨) ପୌରସଂସ୍ଥା ଦ୍ୱାରା ଯୋଗାଇ ଦିଆଯାଇଥିବା ସେବା ପାଇଁ ଅନଲାଇନ ଆବେଦନ କରନ୍ତୁ।: [258, 1165, 472, 1172]
- photo-person: [205, 785, 233, 845]
- signatory-name: ଶ୍ରୀ ଲଳାଟ ରଞ୍ଜନ ସେଠୀ: [448, 375, 528, 384]
- koraput-advert: [246, 108, 579, 588]
- digapahandi-signatories: [248, 773, 577, 819]
- signatory-role: ନିର୍ବାହୀ ଅଧିକାରୀ: [274, 1237, 318, 1245]
